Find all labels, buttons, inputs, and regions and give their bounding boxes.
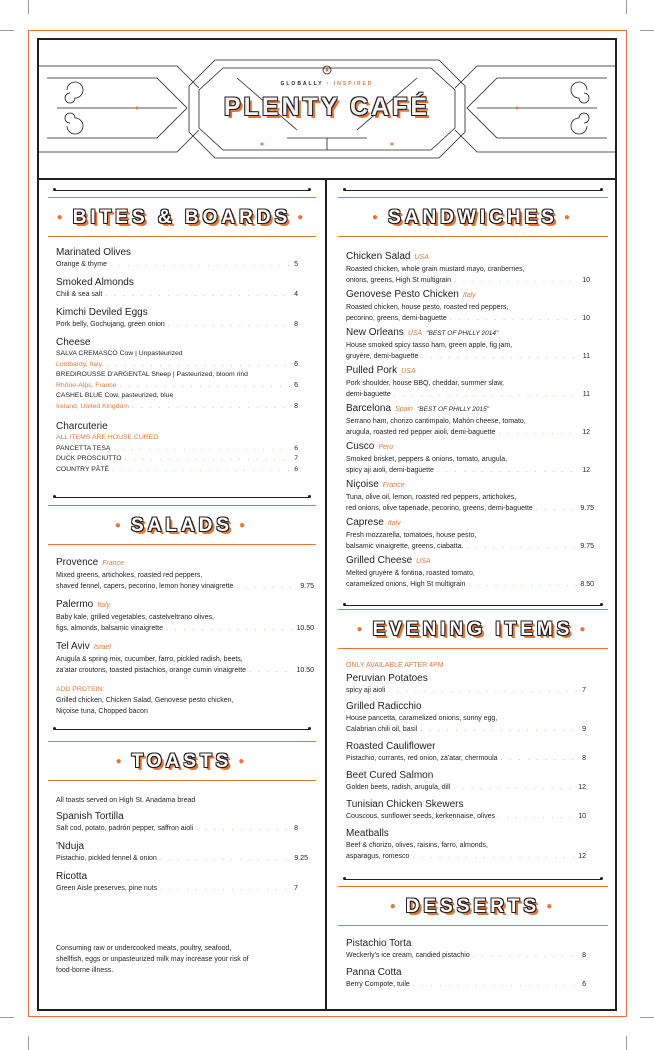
item-name: Tunisian Chicken Skewers <box>346 799 464 810</box>
item-origin: Italy <box>462 292 476 299</box>
menu-item <box>346 769 586 793</box>
item-desc: Pork belly, Gochujang, green onion <box>56 321 165 328</box>
addon-list: Grilled chicken, Chicken Salad, Genovese pesto chicken, <box>56 697 234 704</box>
item-desc: Melted gruyère & fontina, roasted tomato, <box>346 570 475 577</box>
item-name: Beet Cured Salmon <box>346 770 434 781</box>
item-price: 6 <box>582 981 586 988</box>
item-origin: Spain <box>395 406 413 413</box>
item-price: 8 <box>294 321 298 328</box>
cheese-origin: Rhône-Alps, France <box>56 381 117 389</box>
item-name: Niçoise <box>346 479 379 490</box>
charcuterie-name: PANCETTA TESA <box>56 444 111 452</box>
section-title-toasts: TOASTS <box>131 751 233 772</box>
item-origin: Israel <box>93 644 111 651</box>
menu-item <box>346 937 586 961</box>
item-origin: France <box>102 560 125 567</box>
item-desc: caramelized onions, High St multigrain <box>346 581 466 588</box>
item-desc: Pistachio, currants, red onion, za'atar, chermoula <box>346 755 498 762</box>
item-name: Tel Aviv <box>56 641 90 652</box>
item-name: Panna Cotta <box>346 967 402 978</box>
menu-item <box>56 556 314 592</box>
disclaimer-line: Consuming raw or undercooked meats, poultry, seafood, <box>56 945 232 952</box>
section-header-toasts: ● TOASTS ● <box>48 741 316 781</box>
cheese-board <box>56 336 298 412</box>
item-origin: USA <box>416 558 431 565</box>
evening-note: ONLY AVAILABLE AFTER 4PM <box>346 662 444 669</box>
item-desc: Green Aisle preserves, pine nuts <box>56 885 158 892</box>
item-desc: Orange & thyme <box>56 261 107 268</box>
item-price: 11 <box>582 391 590 398</box>
menu-header <box>37 38 617 180</box>
disclaimer-line: shellfish, eggs or unpasteurized milk may increase your risk of <box>56 956 249 963</box>
item-price: 11 <box>582 353 590 360</box>
item-name: Ricotta <box>56 871 88 882</box>
menu-item <box>56 276 298 300</box>
menu-item <box>346 798 586 822</box>
section-title-sandwiches: SANDWICHES <box>388 207 558 228</box>
item-name: Charcuterie <box>56 421 108 432</box>
menu-item <box>346 478 594 514</box>
item-price: 9 <box>582 726 586 733</box>
addon-list: Niçoise tuna, Chopped bacon <box>56 708 148 715</box>
item-desc: spicy aji aioli, demi-baguette <box>346 467 434 474</box>
menu-item <box>56 306 298 330</box>
item-desc: Serrano ham, chorizo cantimpalo, Mahón cheese, tomato, <box>346 418 526 425</box>
item-name: Spanish Tortilla <box>56 811 124 822</box>
menu-item <box>56 246 298 270</box>
item-price: 6 <box>294 360 298 368</box>
item-price: 12 <box>578 853 586 860</box>
item-origin: USA <box>407 330 423 337</box>
item-name: Pistachio Torta <box>346 938 412 949</box>
item-desc: arugula, roasted red pepper aioli, demi-baguette <box>346 429 496 436</box>
item-desc: pecorino, greens, demi-baguette <box>346 315 447 322</box>
item-desc: Fresh mozzarella, tomatoes, house pesto, <box>346 532 477 539</box>
item-name: Caprese <box>346 517 384 528</box>
item-desc: Weckerly's ice cream, candied pistachio <box>346 952 470 959</box>
item-price: 12 <box>582 429 590 436</box>
item-price: 8 <box>294 402 298 410</box>
item-origin: Italy <box>97 602 111 609</box>
menu-item <box>346 440 590 476</box>
item-origin: USA <box>401 368 416 375</box>
item-name: Genovese Pesto Chicken <box>346 289 459 300</box>
item-desc: Couscous, sunflower seeds, kerkennaise, olives <box>346 813 496 820</box>
item-name: Barcelona <box>346 403 392 414</box>
menu-item <box>346 402 590 438</box>
section-header-salads: ● SALADS ● <box>48 505 316 545</box>
item-desc: Chili & sea salt <box>56 291 103 298</box>
cheese-name: SALVA CREMASCO Cow | Unpasteurized <box>56 350 183 357</box>
charcuterie-name: COUNTRY PÂTÉ <box>56 465 110 473</box>
menu-item <box>346 326 590 362</box>
item-name: Marinated Olives <box>56 247 132 258</box>
item-desc: House smoked spicy tasso ham, green apple, fig jam, <box>346 342 513 349</box>
charcuterie-note: ALL ITEMS ARE HOUSE CURED <box>56 434 159 441</box>
item-desc: Calabrian chili oil, basil <box>346 726 418 733</box>
cheese-name: CASHEL BLUE Cow, pasteurized, blue <box>56 392 174 399</box>
food-safety-disclaimer <box>56 943 306 976</box>
arrow-rule <box>54 729 310 730</box>
item-price: 12 <box>578 784 586 791</box>
item-desc: shaved fennel, capers, pecorino, lemon honey vinaigrette <box>56 583 234 590</box>
arrow-rule <box>344 605 602 606</box>
logo-tagline: GLOBALLY · INSPIRED <box>280 81 374 87</box>
menu-item <box>346 740 586 764</box>
section-title-evening: EVENING ITEMS <box>372 619 574 640</box>
item-desc: Mixed greens, artichokes, roasted red peppers, <box>56 572 203 579</box>
item-award: "BEST OF PHILLY 2014" <box>426 330 499 337</box>
item-origin: USA <box>414 254 429 261</box>
item-desc: Smoked brisket, peppers & onions, tomato, arugula, <box>346 456 508 463</box>
item-desc: Pistachio, pickled fennel & onion <box>56 855 157 862</box>
menu-item <box>56 870 298 894</box>
item-name: Grilled Radicchio <box>346 701 422 712</box>
menu-item <box>56 840 308 864</box>
item-price: 8 <box>582 952 586 959</box>
section-header-desserts: ● DESSERTS ● <box>338 886 608 926</box>
item-price: 9.75 <box>300 583 314 590</box>
item-desc: Baby kale, grilled vegetables, castelveltrano olives, <box>56 614 214 621</box>
item-desc: Pork shoulder, house BBQ, cheddar, summer slaw, <box>346 380 504 387</box>
add-protein <box>56 684 314 717</box>
menu-item <box>346 250 590 286</box>
menu-item <box>56 640 314 676</box>
item-name: Smoked Almonds <box>56 277 134 288</box>
menu-item <box>346 966 586 990</box>
item-price: 7 <box>294 455 298 462</box>
item-desc: Berry Compote, tuile <box>346 981 410 988</box>
item-price: 6 <box>294 465 298 473</box>
item-origin: Peru <box>378 444 394 451</box>
menu-item <box>346 516 594 552</box>
item-name: New Orleans <box>346 327 404 338</box>
cafe-title: PLENTY CAFÉ <box>223 93 431 121</box>
item-desc: asparagus, romesco <box>346 853 410 860</box>
menu-item <box>346 700 586 735</box>
cheese-name: BREDIROUSSE D'ARGENTAL Sheep | Pasteurized, bloom rind <box>56 371 248 378</box>
item-name: Cusco <box>346 441 375 452</box>
item-desc: Roasted chicken, house pesto, roasted red peppers, <box>346 304 509 311</box>
section-title-bites: BITES & BOARDS <box>72 207 292 228</box>
item-price: 10 <box>578 813 586 820</box>
section-title-salads: SALADS <box>130 515 234 536</box>
item-desc: Beef & chorizo, olives, raisins, farro, almonds, <box>346 842 489 849</box>
item-name: Peruvian Potatoes <box>346 673 428 684</box>
cheese-origin: Lombardy, Italy. <box>56 360 104 368</box>
item-desc: spicy aji aioli <box>346 687 386 694</box>
item-name: Pulled Pork <box>346 365 398 376</box>
item-price: 6 <box>294 444 298 452</box>
item-desc: demi-baguette <box>346 391 391 398</box>
item-desc: Tuna, olive oil, lemon, roasted red peppers, artichokes, <box>346 494 517 501</box>
item-desc: za'atar croutons, toasted pistachios, orange cumin vinaigrette <box>56 667 247 674</box>
menu-item <box>56 810 298 834</box>
item-price: 8 <box>582 755 586 762</box>
column-divider <box>325 180 327 1010</box>
menu-item <box>346 364 590 400</box>
item-desc: onions, greens, High St multigrain <box>346 277 452 284</box>
menu-item <box>346 827 586 862</box>
charcuterie-board <box>56 420 298 475</box>
item-name: Kimchi Deviled Eggs <box>56 307 148 318</box>
section-title-desserts: DESSERTS <box>405 896 541 917</box>
item-desc: gruyère, demi-baguette <box>346 353 419 360</box>
item-desc: House pancetta, caramelized onions, sunny egg, <box>346 715 498 722</box>
item-price: 8.50 <box>580 581 594 588</box>
item-desc: Golden beets, radish, arugula, dill <box>346 784 451 791</box>
item-name: Grilled Cheese <box>346 555 413 566</box>
menu-item <box>56 598 314 634</box>
item-origin: France <box>382 482 405 489</box>
item-origin: Italy <box>387 520 401 527</box>
arrow-rule <box>54 190 310 191</box>
item-price: 10.50 <box>296 667 314 674</box>
item-desc: red onions, olive tapenade, pecorino, greens, demi-baguette <box>346 505 533 512</box>
menu-item <box>346 672 586 696</box>
item-price: 7 <box>582 687 586 694</box>
item-price: 4 <box>294 291 298 298</box>
disclaimer-line: food-borne illness. <box>56 967 114 974</box>
item-price: 10.50 <box>296 625 314 632</box>
cheese-origin: Ireland, United Kingdom <box>56 402 129 410</box>
item-name: Chicken Salad <box>346 251 411 262</box>
item-desc: Arugula & spring mix, cucumber, farro, pickled radish, beets, <box>56 656 243 663</box>
item-name: Meatballs <box>346 828 389 839</box>
menu-item <box>346 554 594 590</box>
item-price: 10 <box>582 315 590 322</box>
arrow-rule <box>344 879 602 880</box>
item-desc: Roasted chicken, whole grain mustard mayo, cranberries, <box>346 266 525 273</box>
item-desc: figs, almonds, balsamic vinaigrette <box>56 625 163 632</box>
item-name: Palermo <box>56 599 94 610</box>
arrow-rule <box>344 190 602 191</box>
toasts-intro: All toasts served on High St. Anadama bread <box>56 797 196 804</box>
item-name: Provence <box>56 557 99 568</box>
arrow-rule <box>54 497 310 498</box>
item-desc: balsamic vinaigrette, greens, ciabatta. <box>346 543 464 550</box>
item-desc: Salt cod, potato, padrón pepper, saffron aioli <box>56 825 194 832</box>
item-price: 6 <box>294 381 298 389</box>
item-price: 9.25 <box>294 855 308 862</box>
item-award: "BEST OF PHILLY 2015" <box>416 406 490 413</box>
item-name: 'Nduja <box>56 841 85 852</box>
section-header-evening: ● EVENING ITEMS ● <box>338 609 608 649</box>
charcuterie-name: DUCK PROSCIUTTO <box>56 455 122 462</box>
menu-item <box>346 288 590 324</box>
section-header-bites: ● BITES & BOARDS ● <box>48 197 316 237</box>
addon-title: ADD PROTEIN: <box>56 686 105 693</box>
item-price: 12 <box>582 467 590 474</box>
item-price: 5 <box>294 261 298 268</box>
item-price: 7 <box>294 885 298 892</box>
section-header-sandwiches: ● SANDWICHES ● <box>338 197 608 237</box>
item-price: 9.75 <box>580 505 594 512</box>
item-name: Cheese <box>56 337 91 348</box>
item-price: 8 <box>294 825 298 832</box>
item-name: Roasted Cauliflower <box>346 741 436 752</box>
item-price: 9.75 <box>580 543 594 550</box>
item-price: 10 <box>582 277 590 284</box>
